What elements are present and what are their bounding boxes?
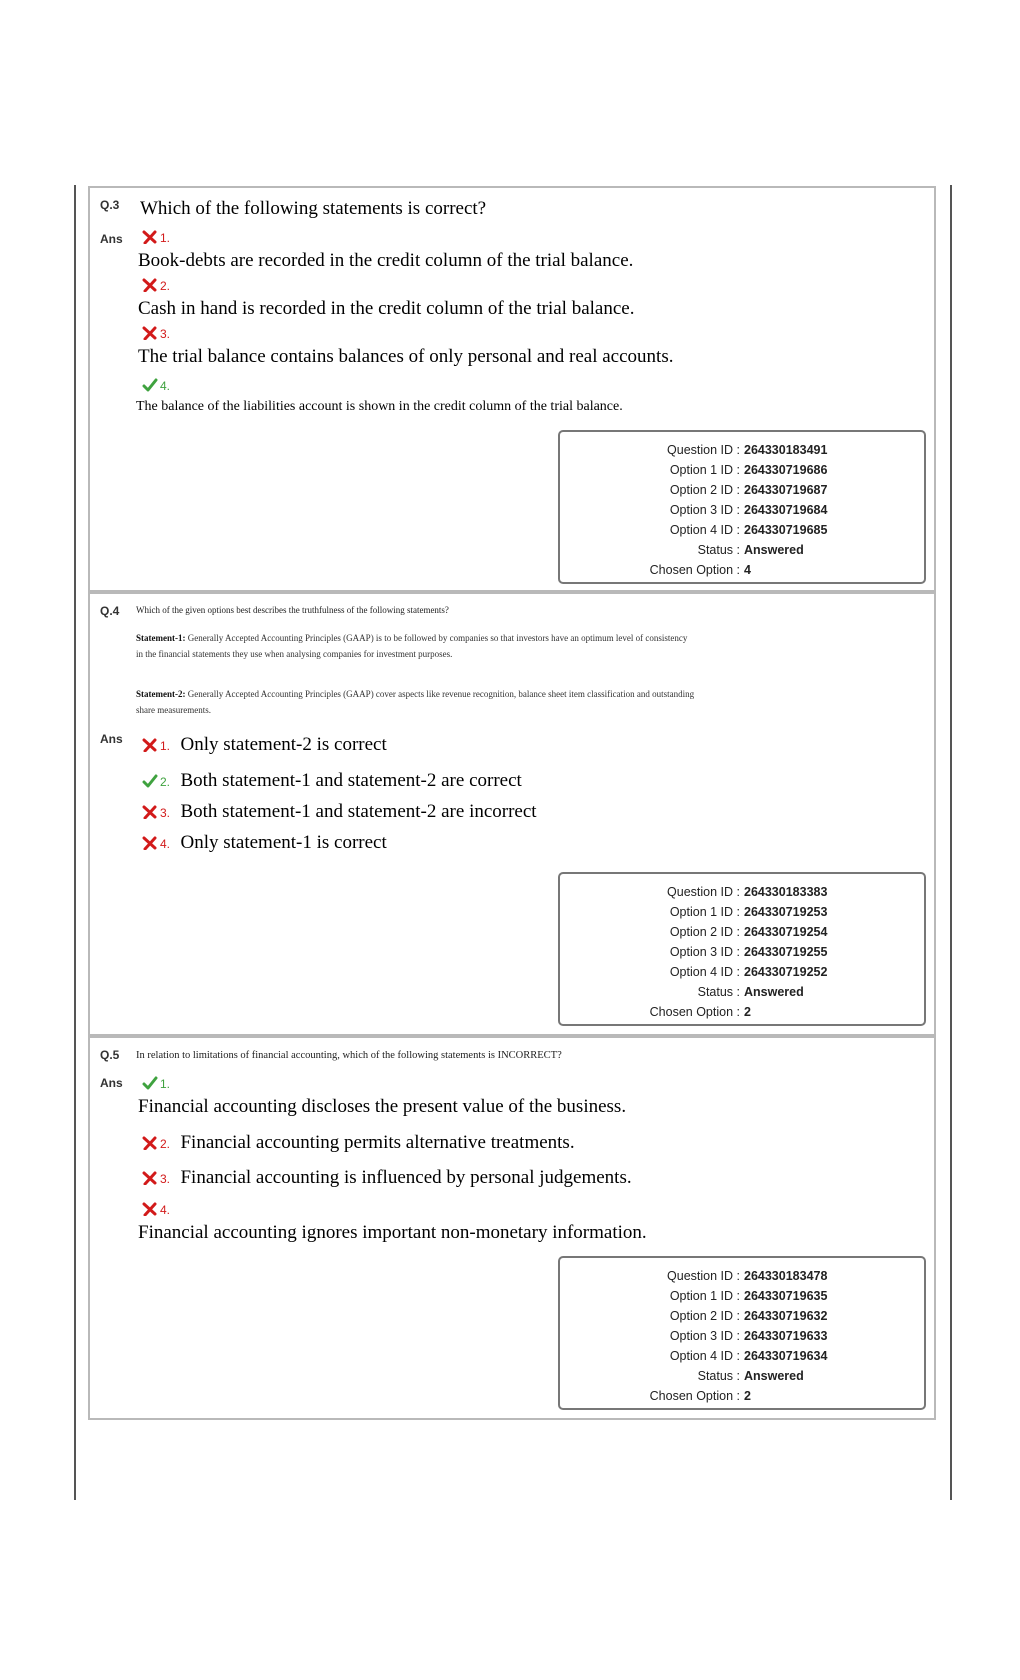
option-4-row: 4. Only statement-1 is correct [142, 832, 387, 854]
question-id: 264330183383 [744, 885, 828, 899]
cross-icon [142, 1136, 158, 1150]
question-id: 264330183478 [744, 1269, 828, 1283]
option-1-marker: 1. [142, 1076, 170, 1091]
option-2-id: 264330719632 [744, 1309, 828, 1323]
option-3-id: 264330719255 [744, 945, 828, 959]
option-4-id: 264330719685 [744, 523, 828, 537]
status-value: Answered [744, 1369, 804, 1383]
status-value: Answered [744, 985, 804, 999]
question-number: Q.5 [100, 1048, 120, 1062]
cross-icon [142, 738, 158, 752]
option-4-marker: 4. [142, 1202, 170, 1217]
question-text: Which of the given options best describes the truthfulness of the following statements? [136, 605, 449, 615]
cross-icon [142, 1171, 158, 1185]
option-4-text: Only statement-1 is correct [180, 832, 387, 853]
statement-1: Statement-1: Generally Accepted Accounting Principles (GAAP) is to be followed by companies so that investors have an optimum level of consistency in the financial statements they use when analysing companies for investment purposes. [136, 633, 688, 659]
cross-icon [142, 1202, 158, 1216]
option-2-id: 264330719254 [744, 925, 828, 939]
option-2-row: 2. Financial accounting permits alternative treatments. [142, 1132, 575, 1154]
question-id: 264330183491 [744, 443, 828, 457]
cross-icon [142, 805, 158, 819]
question-block-q5 [88, 1036, 936, 1420]
cross-icon [142, 836, 158, 850]
option-2-text: Both statement-1 and statement-2 are correct [180, 770, 522, 791]
question-info-panel: Question ID : 264330183478 Option 1 ID : 264330719635 Option 2 ID : 264330719632 Option 3 ID : 264330719633 Option 4 ID : 264330719634 Status : Answered Chosen Option : 2 [558, 1256, 926, 1410]
question-info-panel: Question ID : 264330183383 Option 1 ID : 264330719253 Option 2 ID : 264330719254 Option 3 ID : 264330719255 Option 4 ID : 264330719252 Status : Answered Chosen Option : 2 [558, 872, 926, 1026]
page-right-border [950, 185, 952, 1500]
question-block-q4 [88, 592, 936, 1036]
answer-label: Ans [100, 232, 123, 246]
option-3-text: Financial accounting is influenced by personal judgements. [180, 1167, 632, 1188]
option-4-text: Financial accounting ignores important non-monetary information. [138, 1222, 647, 1243]
option-2-row: 2. Both statement-1 and statement-2 are correct [142, 770, 522, 792]
option-1-text: Financial accounting discloses the present value of the business. [138, 1096, 627, 1117]
option-1-text: Only statement-2 is correct [180, 734, 387, 755]
answer-label: Ans [100, 732, 123, 746]
option-1-row: 1. Only statement-2 is correct [142, 734, 387, 756]
question-text: Which of the following statements is correct? [140, 198, 487, 219]
check-icon [142, 774, 158, 788]
option-2-text: Cash in hand is recorded in the credit column of the trial balance. [138, 298, 635, 319]
option-3-text: Both statement-1 and statement-2 are incorrect [180, 801, 537, 822]
option-4-marker: 4. [142, 378, 170, 393]
option-1-id: 264330719635 [744, 1289, 828, 1303]
question-number: Q.4 [100, 604, 120, 618]
chosen-option-value: 4 [744, 563, 751, 577]
question-number: Q.3 [100, 198, 120, 212]
option-1-id: 264330719253 [744, 905, 828, 919]
option-4-id: 264330719634 [744, 1349, 828, 1363]
page-left-border [74, 185, 76, 1500]
cross-icon [142, 230, 158, 244]
check-icon [142, 1076, 158, 1090]
option-3-text: The trial balance contains balances of only personal and real accounts. [138, 346, 674, 367]
check-icon [142, 378, 158, 392]
chosen-option-value: 2 [744, 1389, 751, 1403]
option-2-marker: 2. [142, 278, 170, 293]
option-2-text: Financial accounting permits alternative treatments. [180, 1132, 575, 1153]
option-1-marker: 1. [142, 230, 170, 245]
statement-2: Statement-2: Generally Accepted Accounting Principles (GAAP) cover aspects like revenue recognition, balance sheet item classification and outstanding share measurements. [136, 689, 695, 715]
option-3-row: 3. Both statement-1 and statement-2 are incorrect [142, 801, 537, 823]
option-2-id: 264330719687 [744, 483, 828, 497]
option-3-marker: 3. [142, 326, 170, 341]
option-1-text: Book-debts are recorded in the credit column of the trial balance. [138, 250, 634, 271]
option-4-text: The balance of the liabilities account is shown in the credit column of the trial balance. [136, 399, 623, 414]
question-info-panel: Question ID : 264330183491 Option 1 ID : 264330719686 Option 2 ID : 264330719687 Option 3 ID : 264330719684 Option 4 ID : 264330719685 Status : Answered Chosen Option : 4 [558, 430, 926, 584]
option-3-row: 3. Financial accounting is influenced by personal judgements. [142, 1167, 632, 1189]
question-block-q3 [88, 186, 936, 592]
option-4-id: 264330719252 [744, 965, 828, 979]
question-text: In relation to limitations of financial accounting, which of the following statements is INCORRECT? [136, 1050, 562, 1061]
chosen-option-value: 2 [744, 1005, 751, 1019]
status-value: Answered [744, 543, 804, 557]
cross-icon [142, 326, 158, 340]
option-3-id: 264330719684 [744, 503, 828, 517]
option-3-id: 264330719633 [744, 1329, 828, 1343]
cross-icon [142, 278, 158, 292]
answer-label: Ans [100, 1076, 123, 1090]
option-1-id: 264330719686 [744, 463, 828, 477]
